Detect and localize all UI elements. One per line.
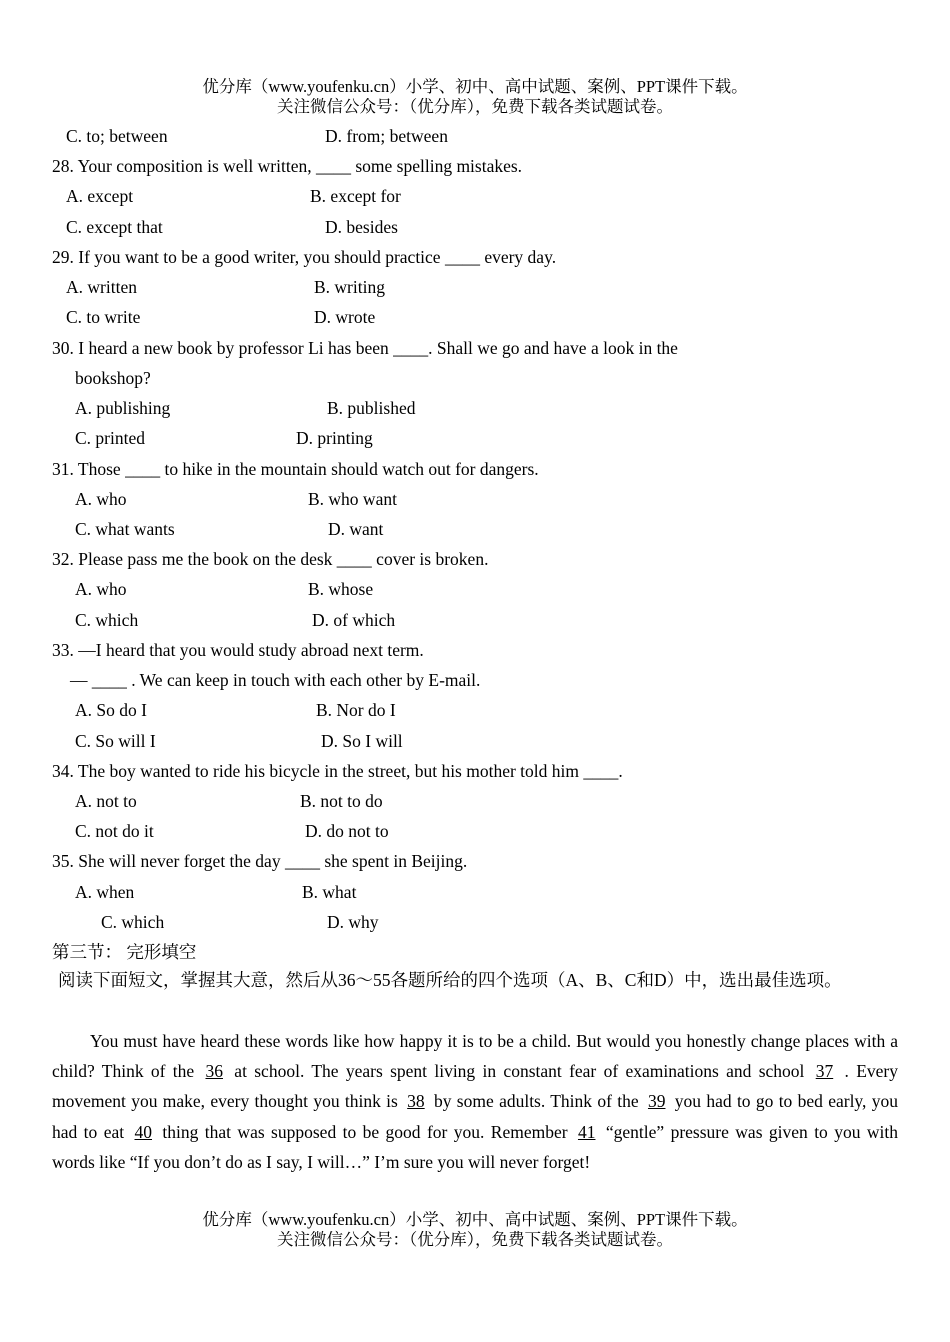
q34-option-a: A. not to xyxy=(75,791,137,811)
passage-text: “gentle” pressure was given to you with words like “If you don’t do as I say, I will…” I’m sure you will never forget! xyxy=(52,1121,898,1172)
q30-option-c: C. printed xyxy=(75,428,145,448)
q27-option-d: D. from; between xyxy=(325,126,448,146)
q34-option-d: D. do not to xyxy=(305,821,389,841)
blank-36: 36 xyxy=(205,1061,223,1082)
q28-option-a: A. except xyxy=(66,186,134,206)
passage-text: You must have heard these words like how happy it is to be a child. But would you honestly change places with a child? Think of the xyxy=(52,1031,898,1082)
q32-stem: 32. Please pass me the book on the desk ____ cover is broken. xyxy=(52,549,489,569)
q29-option-d: D. wrote xyxy=(314,307,376,327)
blank-38: 38 xyxy=(407,1091,425,1112)
q30-option-d: D. printing xyxy=(296,428,373,448)
q30-option-b: B. published xyxy=(327,398,416,418)
q28-option-b: B. except for xyxy=(310,186,401,206)
q35-stem: 35. She will never forget the day ____ she spent in Beijing. xyxy=(52,851,468,871)
q33-stem: 33. —I heard that you would study abroad next term. xyxy=(52,640,424,660)
q34-option-b: B. not to do xyxy=(300,791,383,811)
section-title: 第三节： 完形填空 xyxy=(52,942,197,962)
q35-option-d: D. why xyxy=(327,912,379,932)
q33-option-c: C. So will I xyxy=(75,731,156,751)
q33-option-d: D. So I will xyxy=(321,731,403,751)
section-instruction: 阅读下面短文，掌握其大意，然后从36～55各题所给的四个选项（A、B、C和D）中，选出最佳选项。 xyxy=(58,970,842,990)
blank-40: 40 xyxy=(134,1121,152,1142)
header-line-1: 优分库（www.youfenku.cn）小学、初中、高中试题、案例、PPT课件下载。 xyxy=(202,77,748,96)
passage-text: at school. The years spent living in constant fear of examinations and school xyxy=(226,1061,812,1082)
blank-39: 39 xyxy=(647,1091,666,1112)
q32-option-d: D. of which xyxy=(312,610,396,630)
q33-option-b: B. Nor do I xyxy=(316,700,396,720)
footer-line-2: 关注微信公众号：（优分库），免费下载各类试题试卷。 xyxy=(277,1230,673,1249)
q28-option-d: D. besides xyxy=(325,217,398,237)
q29-option-a: A. written xyxy=(66,277,137,297)
q32-option-a: A. who xyxy=(75,579,127,599)
q34-option-c: C. not do it xyxy=(75,821,154,841)
q32-option-c: C. which xyxy=(75,610,139,630)
passage-text: you had to go to bed early, you had to eat xyxy=(52,1091,898,1142)
cloze-passage xyxy=(52,1026,898,1177)
q29-stem: 29. If you want to be a good writer, you should practice ____ every day. xyxy=(52,247,557,267)
passage-text: . Every movement you make, every thought you think is xyxy=(52,1061,899,1112)
q30-stem-cont: bookshop? xyxy=(75,368,151,388)
q27-option-c: C. to; between xyxy=(66,126,168,146)
q33-stem-cont: — ____ . We can keep in touch with each other by E-mail. xyxy=(70,670,481,690)
q35-option-b: B. what xyxy=(302,882,357,902)
blank-41: 41 xyxy=(577,1121,596,1142)
q29-option-c: C. to write xyxy=(66,307,141,327)
q31-option-a: A. who xyxy=(75,489,127,509)
q28-stem: 28. Your composition is well written, ____ some spelling mistakes. xyxy=(52,156,523,176)
footer-line-1: 优分库（www.youfenku.cn）小学、初中、高中试题、案例、PPT课件下载。 xyxy=(202,1210,748,1229)
q35-option-c: C. which xyxy=(101,912,165,932)
q31-option-c: C. what wants xyxy=(75,519,175,539)
q33-option-a: A. So do I xyxy=(75,700,147,720)
q28-option-c: C. except that xyxy=(66,217,163,237)
q31-option-b: B. who want xyxy=(308,489,397,509)
q34-stem: 34. The boy wanted to ride his bicycle in the street, but his mother told him ____. xyxy=(52,761,623,781)
q30-option-a: A. publishing xyxy=(75,398,171,418)
q29-option-b: B. writing xyxy=(314,277,385,297)
passage-text: by some adults. Think of the xyxy=(428,1091,644,1112)
blank-37: 37 xyxy=(815,1061,834,1082)
passage-text: thing that was supposed to be good for you. Remember xyxy=(156,1121,574,1142)
q32-option-b: B. whose xyxy=(308,579,374,599)
q35-option-a: A. when xyxy=(75,882,135,902)
header-line-2: 关注微信公众号：（优分库），免费下载各类试题试卷。 xyxy=(277,97,673,116)
q31-option-d: D. want xyxy=(328,519,384,539)
q31-stem: 31. Those ____ to hike in the mountain should watch out for dangers. xyxy=(52,459,539,479)
q30-stem: 30. I heard a new book by professor Li has been ____. Shall we go and have a look in the xyxy=(52,338,678,358)
